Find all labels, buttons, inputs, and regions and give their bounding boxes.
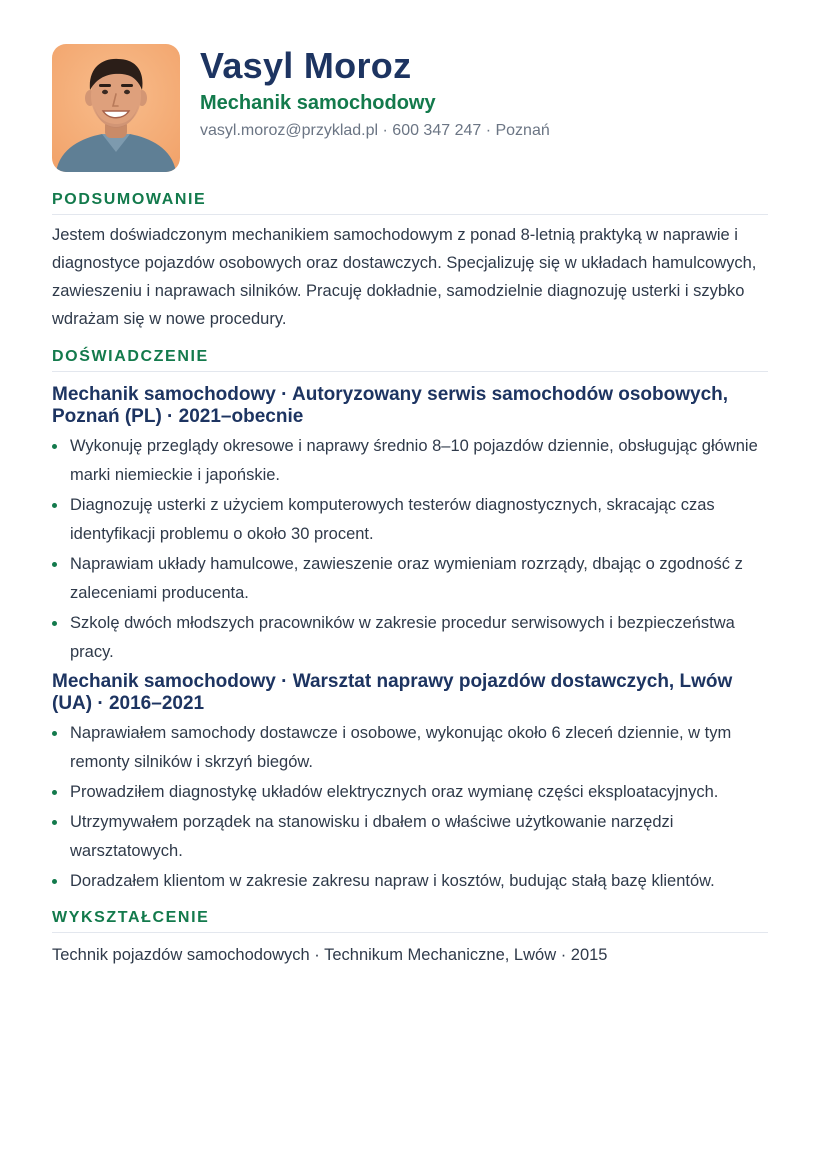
profile-photo [52, 44, 180, 172]
bullet-icon [52, 444, 57, 449]
bullet-icon [52, 820, 57, 825]
list-item [52, 778, 768, 807]
contact-info: vasyl.moroz@przyklad.pl · 600 347 247 · Poznań [200, 122, 550, 139]
list-item [52, 491, 768, 549]
bullet-icon [52, 790, 57, 795]
education-section [52, 908, 768, 967]
header-text [200, 44, 550, 141]
education-entry: Technik pojazdów samochodowych · Technikum Mechaniczne, Lwów · 2015 [52, 946, 608, 964]
job-title: Mechanik samochodowy · Autoryzowany serwis samochodów osobowych, Poznań (PL) · 2021–obecnie [52, 384, 729, 427]
bullet-text: Diagnozuję usterki z użyciem komputerowych testerów diagnostycznych, skracając czas identyfikacji problemu o około 30 procent. [70, 496, 715, 543]
list-item [52, 867, 768, 896]
bullet-icon [52, 731, 57, 736]
candidate-name: Vasyl Moroz [200, 45, 412, 86]
bullet-text: Doradzałem klientom w zakresie zakresu napraw i kosztów, budując stałą bazę klientów. [70, 872, 715, 890]
resume-page [52, 44, 768, 967]
job-bullets [52, 432, 768, 667]
job-title: Mechanik samochodowy · Warsztat naprawy pojazdów dostawczych, Lwów (UA) · 2016–2021 [52, 671, 733, 714]
experience-heading: DOŚWIADCZENIE [52, 347, 768, 372]
summary-heading: PODSUMOWANIE [52, 190, 768, 215]
bullet-icon [52, 562, 57, 567]
job-bullets [52, 719, 768, 896]
list-item [52, 719, 768, 777]
bullet-icon [52, 621, 57, 626]
bullet-icon [52, 503, 57, 508]
list-item [52, 609, 768, 667]
summary-text: Jestem doświadczonym mechanikiem samochodowym z ponad 8-letnią praktyką w naprawie i diagnostyce pojazdów osobowych oraz dostawczych. Specjalizuję się w układach hamulcowych, zawieszeniu i naprawach silników. Pracuję dokładnie, samodzielnie diagnozuję usterki i szybko wdrażam się w nowe procedury. [52, 226, 757, 328]
bullet-text: Utrzymywałem porządek na stanowisku i dbałem o właściwe użytkowanie narzędzi warsztatowych. [70, 813, 674, 860]
job-entry [52, 671, 768, 896]
education-heading: WYKSZTAŁCENIE [52, 908, 768, 933]
list-item [52, 808, 768, 866]
bullet-icon [52, 879, 57, 884]
bullet-text: Prowadziłem diagnostykę układów elektrycznych oraz wymianę części eksploatacyjnych. [70, 783, 719, 801]
job-entry [52, 384, 768, 667]
candidate-role: Mechanik samochodowy [200, 92, 436, 114]
bullet-text: Wykonuję przeglądy okresowe i naprawy średnio 8–10 pojazdów dziennie, obsługując głównie marki niemieckie i japońskie. [70, 437, 758, 484]
list-item [52, 550, 768, 608]
bullet-text: Szkolę dwóch młodszych pracowników w zakresie procedur serwisowych i bezpieczeństwa pracy. [70, 614, 735, 661]
resume-header [52, 44, 768, 174]
experience-section [52, 347, 768, 896]
bullet-text: Naprawiam układy hamulcowe, zawieszenie oraz wymieniam rozrządy, dbając o zgodność z zaleceniami producenta. [70, 555, 743, 602]
summary-section [52, 190, 768, 333]
bullet-text: Naprawiałem samochody dostawcze i osobowe, wykonując około 6 zleceń dziennie, w tym remonty silników i skrzyń biegów. [70, 724, 732, 771]
list-item [52, 432, 768, 490]
